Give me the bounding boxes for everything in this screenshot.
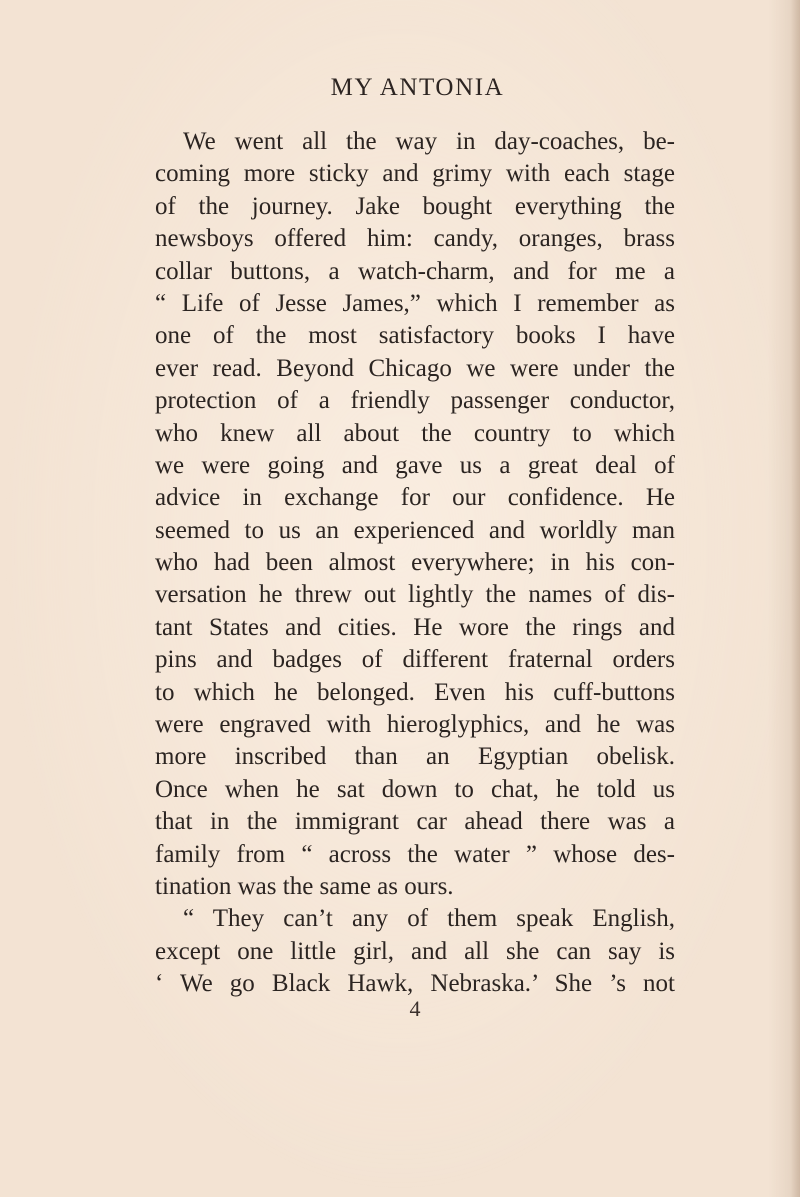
- text-line: tant States and cities. He wore the rings and: [155, 613, 675, 641]
- text-line: who knew all about the country to which: [155, 419, 675, 447]
- page-edge-shadow: [790, 0, 800, 1197]
- body-text: [155, 126, 675, 1001]
- text-line: who had been almost everywhere; in his con-: [155, 549, 675, 577]
- text-line: ‘ We go Black Hawk, Nebraska.’ She ’s not: [155, 970, 675, 998]
- text-line: coming more sticky and grimy with each stage: [155, 160, 675, 188]
- text-line: pins and badges of different fraternal orders: [155, 646, 675, 674]
- text-line: ever read. Beyond Chicago we were under the: [155, 354, 675, 382]
- text-line: seemed to us an experienced and worldly man: [155, 516, 675, 544]
- text-line: one of the most satisfactory books I have: [155, 322, 675, 350]
- text-line: Once when he sat down to chat, he told us: [155, 775, 675, 803]
- text-line: to which he belonged. Even his cuff-buttons: [155, 678, 675, 706]
- running-title: MY ANTONIA: [330, 74, 505, 101]
- text-line: “ They can’t any of them speak English,: [183, 905, 675, 933]
- page-number: 4: [409, 996, 421, 1021]
- text-line: family from “ across the water ” whose des-: [155, 840, 675, 868]
- text-line: that in the immigrant car ahead there was a: [155, 808, 675, 836]
- text-line: protection of a friendly passenger conductor,: [155, 387, 675, 415]
- text-line: tination was the same as ours.: [155, 872, 454, 900]
- text-line: of the journey. Jake bought everything the: [155, 192, 675, 220]
- text-line: more inscribed than an Egyptian obelisk.: [155, 743, 675, 771]
- text-line: except one little girl, and all she can say is: [155, 937, 675, 965]
- text-line: We went all the way in day-coaches, be-: [183, 128, 675, 155]
- text-line: “ Life of Jesse James,” which I remember as: [155, 289, 675, 317]
- text-line: newsboys offered him: candy, oranges, brass: [155, 225, 675, 253]
- text-line: versation he threw out lightly the names of dis-: [155, 581, 675, 609]
- text-line: we were going and gave us a great deal of: [155, 451, 675, 479]
- text-line: were engraved with hieroglyphics, and he was: [155, 711, 675, 739]
- text-line: advice in exchange for our confidence. He: [155, 484, 675, 512]
- text-line: collar buttons, a watch-charm, and for me a: [155, 257, 675, 285]
